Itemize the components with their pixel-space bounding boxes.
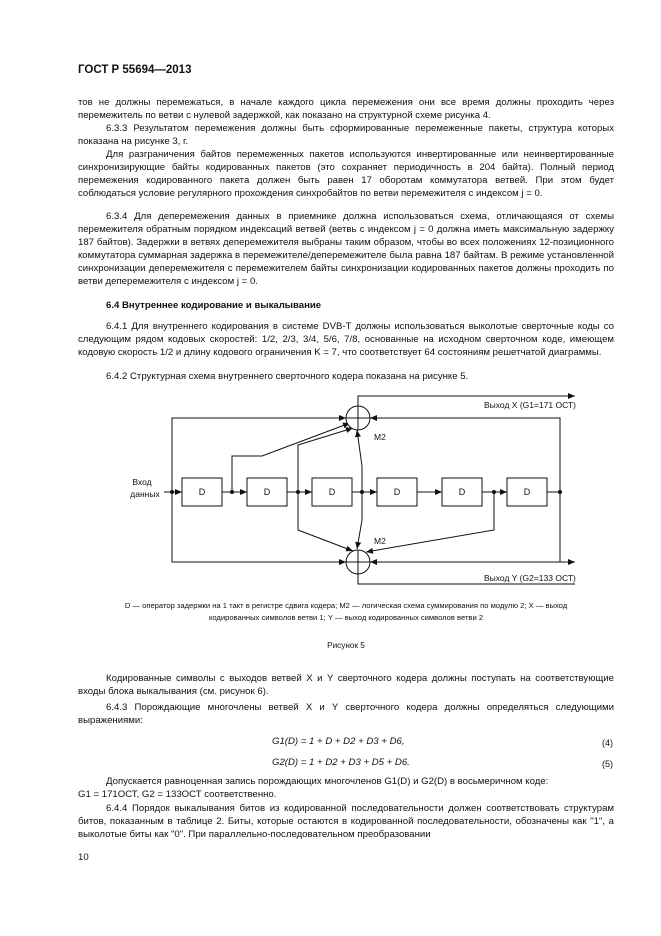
figure-title: Рисунок 5 xyxy=(327,641,365,650)
input-label: данных xyxy=(130,489,160,499)
paragraph-6-4-4: 6.4.4 Порядок выкалывания битов из кодированной последовательности должен соответствовать структурам битов, показанным в таблице 2. Биты, которые остаются в кодированной последовательности, обозначены как "1", а выколотые биты как "0". При параллельно-последовательном преобразовании xyxy=(78,803,614,840)
paragraph-6-4-3: 6.4.3 Порождающие многочлены ветвей X и Y сверточного кодера должны определяться следующими выражениями: xyxy=(78,702,614,726)
junction-dot xyxy=(492,490,496,494)
paragraph-octal-b: G1 = 171ОСТ, G2 = 133ОСТ соответственно. xyxy=(78,789,277,800)
delay-label: D xyxy=(523,487,531,497)
delay-label: D xyxy=(198,487,206,497)
formula-g2: G2(D) = 1 + D2 + D3 + D5 + D6. xyxy=(272,757,410,768)
delay-label: D xyxy=(393,487,401,497)
junction-dot xyxy=(296,490,300,494)
paragraph-sync-bytes: Для разграничения байтов перемеженных пакетов используются инвертированные или неинвертированные синхронизирующие байты кодированных пакетов (это сохраняет периодичность в 204 байта). Полный период перемежения кодированного пакета должен быть равен 17 оборотам коммутатора ветвей. При этом будет соблюдаться условие регулярного прохождения синхробайтов по ветви перемежителя с индексом j = 0. xyxy=(78,149,614,199)
paragraph-6-4-1: 6.4.1 Для внутреннего кодирования в системе DVB-T должны использоваться выколотые сверточные коды со следующим рядом кодовых скоростей: 1/2, 2/3, 3/4, 5/6, 7/8, основанные на исходном сверточном коде, имеющем кодовую скорость 1/2 и длину кодового ограничения K = 7, что соответствует 64 состояниям решетчатой диаграммы. xyxy=(78,321,614,358)
paragraph-6-3-4: 6.3.4 Для деперемежения данных в приемнике должна использоваться схема, отличающаяся от схемы перемежителя обратным порядком индексаций ветвей (ветвь с индексом j = 0 должна иметь максимальную задержку 187 байтов). Задержки в ветвях деперемежителя выбраны таким образом, чтобы во всех положениях 12-позиционного коммутатора суммарная задержка в перемежителе/деперемежителе была равна 187 байтам. В режиме установленной синхронизации деперемежителя с перемежителем байты синхронизации кодированных пакетов должны проходить по ветви деперемежителя с индексом j = 0. xyxy=(78,211,614,287)
delay-label: D xyxy=(263,487,271,497)
formula-number-5: (5) xyxy=(602,759,613,769)
delay-label: D xyxy=(458,487,466,497)
junction-dot xyxy=(170,490,174,494)
junction-dot xyxy=(360,490,364,494)
junction-dot xyxy=(230,490,234,494)
figure-caption-line1: D — оператор задержки на 1 такт в регистре сдвига кодера; M2 — логическая схема суммирования по модулю 2; X — выход xyxy=(124,601,568,610)
junction-dot xyxy=(558,490,562,494)
delay-label: D xyxy=(328,487,336,497)
output-x-label: Выход X (G1=171 ОСТ) xyxy=(484,400,576,410)
figure-caption-line2: кодированных символов ветви 1; Y — выход кодированных символов ветви 2 xyxy=(208,613,484,622)
paragraph-6-3-3: 6.3.3 Результатом перемежения должны быть сформированные перемеженные пакеты, структура которых показана на рисунке 3, г. xyxy=(78,123,614,147)
paragraph-6-4-2: 6.4.2 Структурная схема внутреннего сверточного кодера показана на рисунке 5. xyxy=(106,371,469,382)
section-heading-6-4: 6.4 Внутреннее кодирование и выкалывание xyxy=(106,300,322,311)
input-label: Вход xyxy=(132,477,152,487)
m2-label-top: M2 xyxy=(374,432,386,442)
document-header: ГОСТ Р 55694—2013 xyxy=(78,64,192,76)
paragraph-octal-a: Допускается равноценная запись порождающих многочленов G1(D) и G2(D) в восьмеричном коде: xyxy=(106,776,549,787)
formula-number-4: (4) xyxy=(602,738,613,748)
m2-label-bottom: M2 xyxy=(374,536,386,546)
output-y-label: Выход Y (G2=133 ОСТ) xyxy=(484,573,576,583)
page-number: 10 xyxy=(78,852,89,863)
paragraph-p1: тов не должны перемежаться, в начале каждого цикла перемежения они все время должны проходить через перемежитель по ветви с нулевой задержкой, как показано на структурной схеме рисунка 4. xyxy=(78,97,614,121)
formula-g1: G1(D) = 1 + D + D2 + D3 + D6, xyxy=(272,736,405,747)
paragraph-coded-symbols: Кодированные символы с выходов ветвей X и Y сверточного кодера должны поступать на соответствующие входы блока выкалывания (см. рисунок 6). xyxy=(78,673,614,697)
